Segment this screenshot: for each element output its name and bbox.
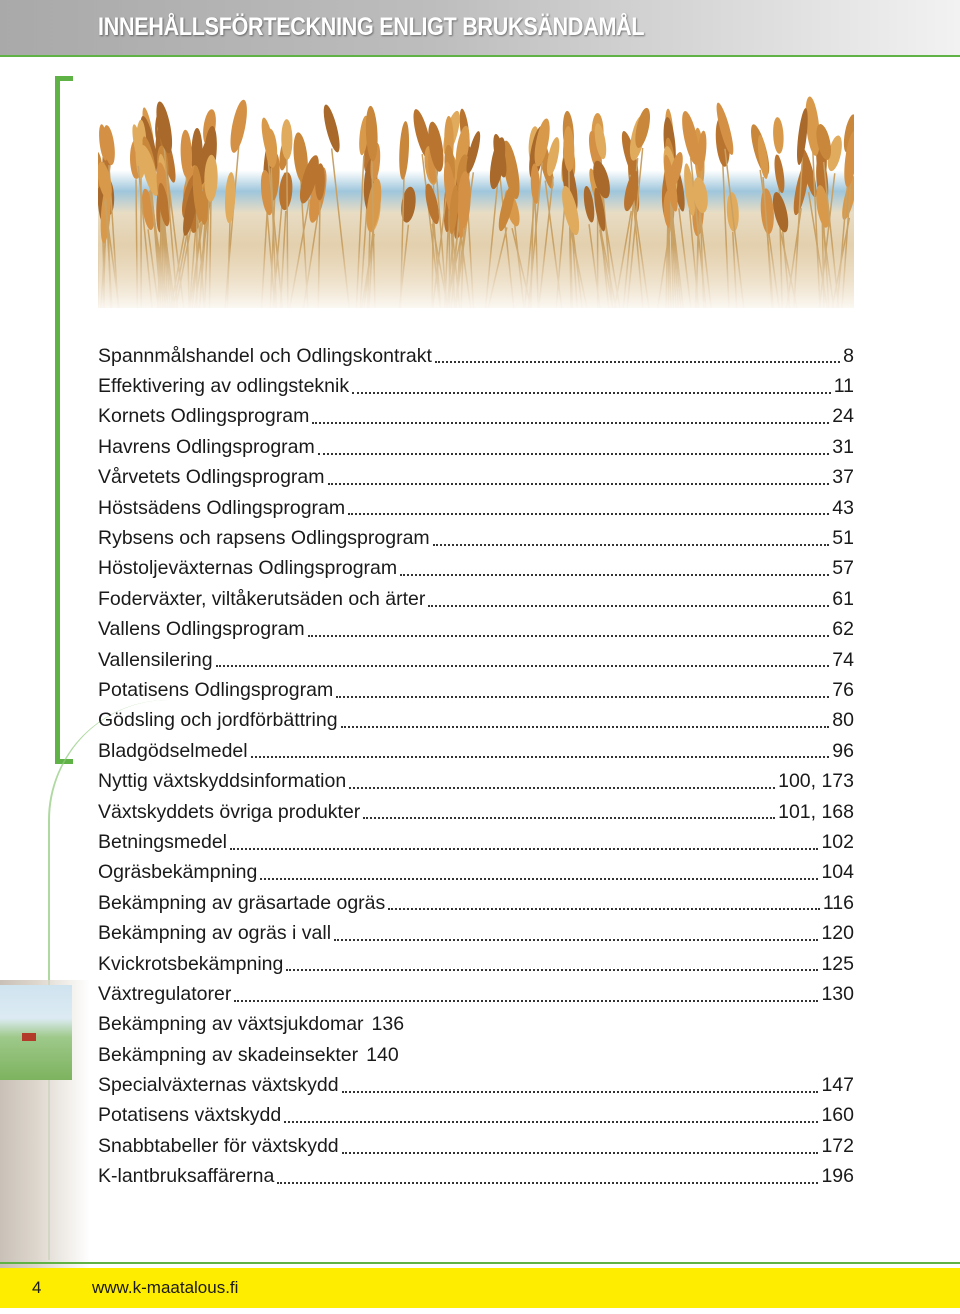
- toc-entry[interactable]: [98, 706, 854, 736]
- toc-entry-page: 120: [821, 922, 854, 945]
- field-thumbnail-image: [0, 985, 72, 1080]
- toc-entry[interactable]: [98, 615, 854, 645]
- page-number: 4: [32, 1278, 42, 1297]
- toc-entry-label: Höstsädens Odlingsprogram: [98, 496, 346, 519]
- toc-entry[interactable]: [98, 979, 854, 1009]
- toc-entry-page: 76: [832, 678, 854, 701]
- toc-entry-page: 102: [821, 830, 854, 853]
- toc-entry[interactable]: [98, 493, 854, 523]
- toc-entry-page: 100, 173: [778, 770, 854, 793]
- toc-entry[interactable]: [98, 766, 854, 796]
- toc-entry[interactable]: [98, 402, 854, 432]
- toc-leader-dots: [260, 878, 818, 880]
- toc-entry-page: 51: [832, 527, 854, 550]
- page-title: INNEHÅLLSFÖRTECKNING ENLIGT BRUKSÄNDAMÅL: [98, 13, 645, 41]
- toc-entry-label: Bekämpning av skadeinsekter: [98, 1043, 359, 1066]
- tractor-shape: [22, 1033, 36, 1041]
- toc-entry-label: Specialväxternas växtskydd: [98, 1074, 339, 1097]
- bottom-fade: [98, 96, 854, 308]
- toc-entry-page: 160: [821, 1104, 854, 1127]
- toc-entry[interactable]: [98, 827, 854, 857]
- page-header: [0, 0, 960, 56]
- footer-url-link[interactable]: www.k-maatalous.fi: [92, 1278, 239, 1297]
- toc-entry[interactable]: [98, 1070, 854, 1100]
- toc-leader-dots: [342, 1152, 819, 1154]
- toc-entry-label: Växtskyddets övriga produkter: [98, 800, 361, 823]
- toc-entry-label: Vallens Odlingsprogram: [98, 618, 305, 641]
- wheat-illustration: [98, 96, 854, 308]
- toc-leader-dots: [349, 787, 775, 789]
- toc-leader-dots: [308, 635, 830, 637]
- toc-entry[interactable]: [98, 1101, 854, 1131]
- toc-leader-dots: [400, 574, 829, 576]
- toc-entry-label: Kvickrotsbekämpning: [98, 952, 284, 975]
- toc-entry[interactable]: [98, 1131, 854, 1161]
- toc-entry-page: 74: [832, 648, 854, 671]
- toc-entry[interactable]: [98, 645, 854, 675]
- toc-entry-label: Höstoljeväxternas Odlingsprogram: [98, 557, 398, 580]
- toc-entry-label: Bladgödselmedel: [98, 739, 248, 762]
- toc-entry-page: 8: [843, 344, 854, 367]
- toc-entry-label: Gödsling och jordförbättring: [98, 709, 338, 732]
- toc-entry[interactable]: [98, 918, 854, 948]
- toc-entry[interactable]: [98, 1010, 854, 1040]
- toc-entry[interactable]: [98, 554, 854, 584]
- toc-leader-dots: [348, 513, 829, 515]
- toc-entry-page: 37: [832, 466, 854, 489]
- toc-entry-page: 104: [821, 861, 854, 884]
- toc-leader-dots: [336, 696, 829, 698]
- toc-leader-dots: [277, 1182, 818, 1184]
- toc-leader-dots: [318, 453, 830, 455]
- toc-entry-page: 62: [832, 618, 854, 641]
- toc-entry-label: Potatisens Odlingsprogram: [98, 678, 334, 701]
- toc-leader-dots: [251, 756, 830, 758]
- toc-entry-label: Havrens Odlingsprogram: [98, 435, 315, 458]
- page-footer: [0, 1268, 960, 1308]
- toc-entry[interactable]: [98, 523, 854, 553]
- toc-entry-label: Spannmålshandel och Odlingskontrakt: [98, 344, 432, 367]
- toc-entry[interactable]: [98, 432, 854, 462]
- toc-entry[interactable]: [98, 888, 854, 918]
- toc-leader-dots: [363, 817, 775, 819]
- toc-leader-dots: [312, 422, 829, 424]
- wheat-field-image: [98, 96, 854, 308]
- toc-entry-page: 57: [832, 557, 854, 580]
- toc-leader-dots: [328, 483, 830, 485]
- footer-divider: [0, 1262, 960, 1264]
- toc-leader-dots: [341, 726, 830, 728]
- toc-leader-dots: [428, 605, 829, 607]
- toc-entry-label: Snabbtabeller för växtskydd: [98, 1134, 339, 1157]
- toc-entry-page: 101, 168: [778, 800, 854, 823]
- toc-entry-label: Växtregulatorer: [98, 982, 232, 1005]
- toc-entry-page: 140: [366, 1043, 399, 1066]
- toc-leader-dots: [216, 665, 830, 667]
- toc-entry[interactable]: [98, 584, 854, 614]
- toc-entry-label: Foderväxter, viltåkerutsäden och ärter: [98, 587, 426, 610]
- toc-entry-page: 61: [832, 587, 854, 610]
- toc-entry-page: 116: [822, 891, 854, 914]
- toc-entry[interactable]: [98, 371, 854, 401]
- toc-entry-page: 11: [833, 375, 854, 398]
- toc-entry-label: Bekämpning av växtsjukdomar: [98, 1013, 364, 1036]
- header-divider: [0, 55, 960, 57]
- toc-entry[interactable]: [98, 1040, 854, 1070]
- toc-entry[interactable]: [98, 341, 854, 371]
- toc-entry-label: Bekämpning av ogräs i vall: [98, 922, 332, 945]
- toc-leader-dots: [286, 969, 818, 971]
- toc-entry-page: 147: [821, 1074, 854, 1097]
- toc-leader-dots: [230, 848, 818, 850]
- toc-entry-page: 24: [832, 405, 854, 428]
- toc-entry[interactable]: [98, 797, 854, 827]
- toc-entry-page: 172: [821, 1134, 854, 1157]
- table-of-contents: [98, 341, 854, 1192]
- toc-entry-label: Vallensilering: [98, 648, 213, 671]
- toc-entry-label: Vårvetets Odlingsprogram: [98, 466, 325, 489]
- toc-entry-page: 31: [832, 435, 854, 458]
- toc-entry-page: 130: [821, 982, 854, 1005]
- toc-entry-label: Betningsmedel: [98, 830, 227, 853]
- toc-leader-dots: [435, 361, 840, 363]
- toc-entry-page: 80: [832, 709, 854, 732]
- toc-entry[interactable]: [98, 675, 854, 705]
- toc-entry[interactable]: [98, 736, 854, 766]
- toc-leader-dots: [388, 908, 820, 910]
- toc-entry-label: Rybsens och rapsens Odlingsprogram: [98, 527, 430, 550]
- toc-entry-page: 43: [832, 496, 854, 519]
- toc-entry-label: Bekämpning av gräsartade ogräs: [98, 891, 386, 914]
- toc-entry-label: Potatisens växtskydd: [98, 1104, 282, 1127]
- toc-entry-page: 136: [371, 1013, 405, 1036]
- toc-entry[interactable]: [98, 858, 854, 888]
- toc-entry[interactable]: [98, 949, 854, 979]
- green-bracket-decoration: [55, 76, 73, 764]
- toc-entry-label: Kornets Odlingsprogram: [98, 405, 310, 428]
- toc-leader-dots: [334, 939, 818, 941]
- toc-entry-page: 196: [821, 1165, 854, 1188]
- toc-leader-dots: [284, 1121, 818, 1123]
- toc-entry-label: Nyttig växtskyddsinformation: [98, 770, 347, 793]
- toc-entry-label: Effektivering av odlingsteknik: [98, 375, 350, 398]
- toc-leader-dots: [342, 1091, 819, 1093]
- toc-entry-label: K-lantbruksaffärerna: [98, 1165, 275, 1188]
- toc-entry-page: 125: [821, 952, 854, 975]
- toc-entry-page: 96: [832, 739, 854, 762]
- toc-entry-label: Ogräsbekämpning: [98, 861, 258, 884]
- toc-entry[interactable]: [98, 463, 854, 493]
- toc-leader-dots: [352, 392, 831, 394]
- toc-entry[interactable]: [98, 1162, 854, 1192]
- toc-leader-dots: [234, 1000, 818, 1002]
- toc-leader-dots: [433, 544, 830, 546]
